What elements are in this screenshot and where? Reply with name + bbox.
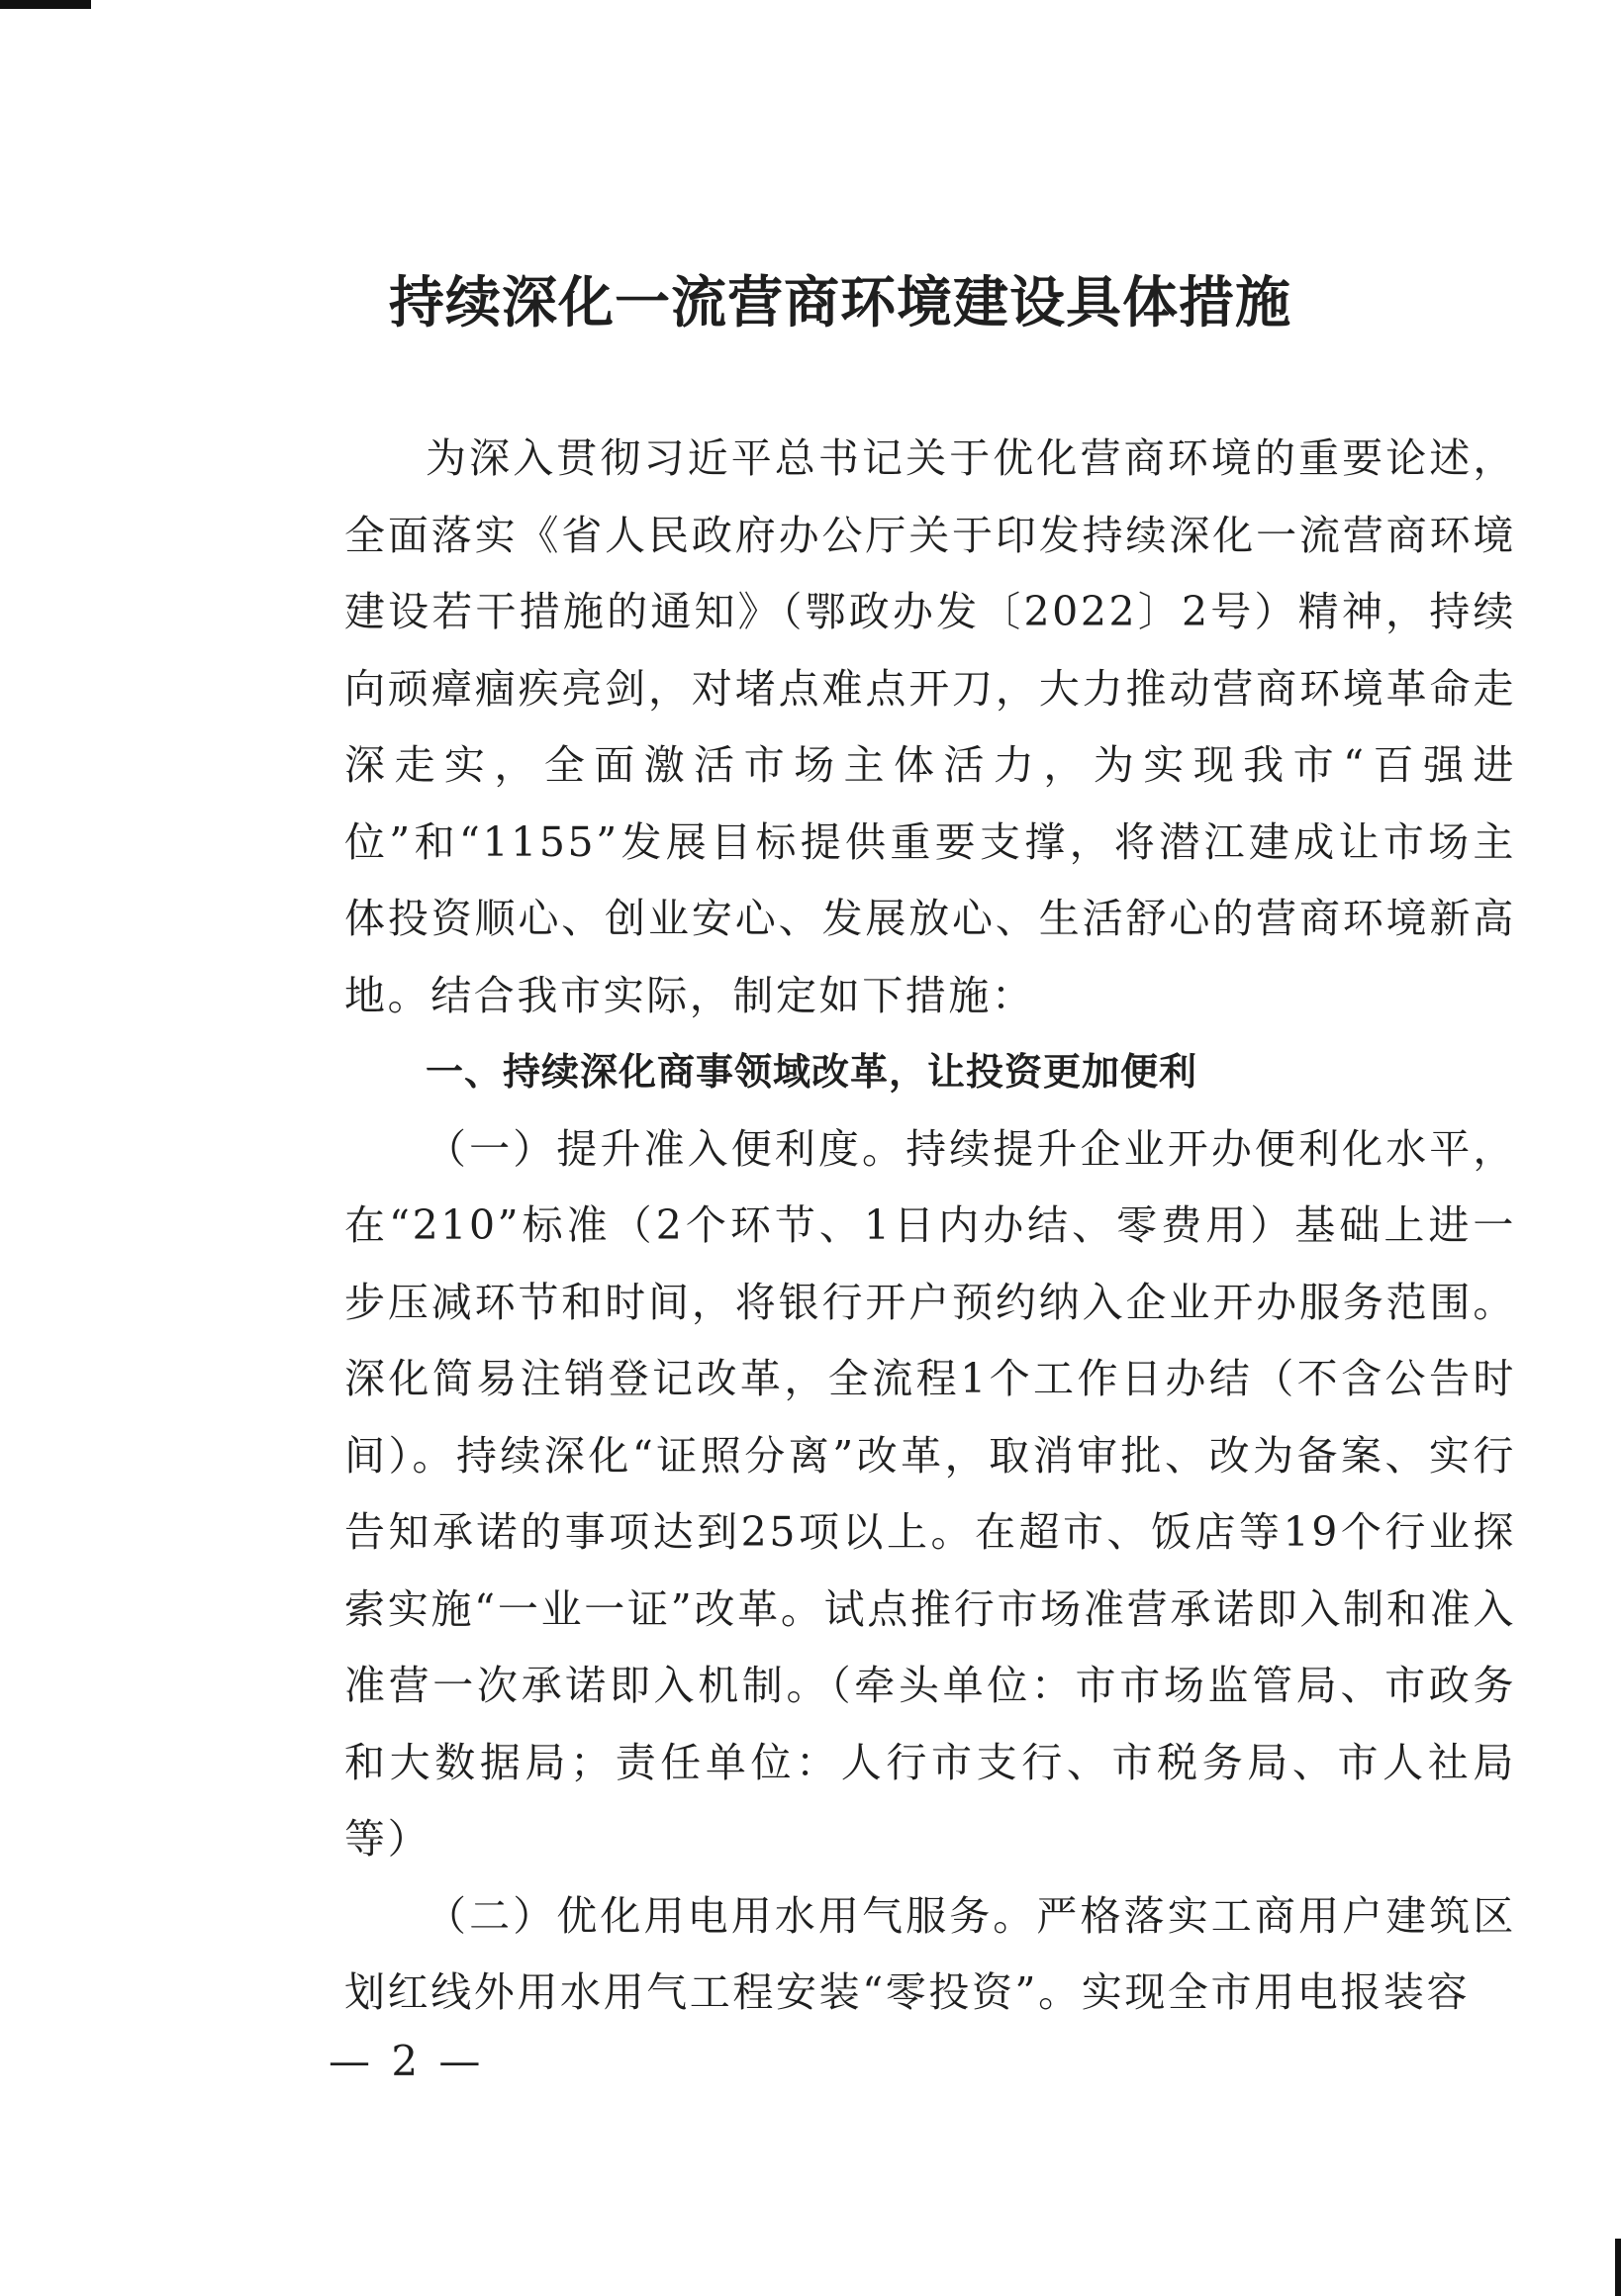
item-1-paragraph: （一）提升准入便利度。持续提升企业开办便利化水平，在“210”标准（2个环节、1日内办结、零费用）基础上进一步压减环节和时间，将银行开户预约纳入企业开办服务范围。深化简易注销登记改革，全流程1个工作日办结（不含公告时间）。持续深化“证照分离”改革，取消审批、改为备案、实行告知承诺的事项达到25项以上。在超市、饭店等19个行业探索实施“一业一证”改革。试点推行市场准营承诺即入制和准入准营一次承诺即入机制。（牵头单位：市市场监管局、市政务和大数据局；责任单位：人行市支行、市税务局、市人社局等）	[344, 1124, 1516, 1863]
section-heading: 一、持续深化商事领域改革，让投资更加便利	[426, 1050, 1198, 1094]
intro-paragraph: 为深入贯彻习近平总书记关于优化营商环境的重要论述，全面落实《省人民政府办公厅关于印发持续深化一流营商环境建设若干措施的通知》（鄂政办发〔2022〕2号）精神，持续向顽瘴痼疾亮剑，对堵点难点开刀，大力推动营商环境革命走深走实，全面激活市场主体活力，为实现我市“百强进位”和“1155”发展目标提供重要支撑，将潜江建成让市场主体投资顺心、创业安心、发展放心、生活舒心的营商环境新高地。结合我市实际，制定如下措施：	[344, 434, 1516, 1019]
document-title: 持续深化一流营商环境建设具体措施	[389, 270, 1291, 335]
scan-corner-mark	[0, 0, 91, 9]
page-number: — 2 —	[329, 2037, 485, 2085]
scan-edge-mark	[1615, 2239, 1621, 2296]
item-2-paragraph: （二）优化用电用水用气服务。严格落实工商用户建筑区划红线外用水用气工程安装“零投资”。实现全市用电报装容	[344, 1891, 1516, 2016]
document-body	[344, 421, 1516, 2032]
